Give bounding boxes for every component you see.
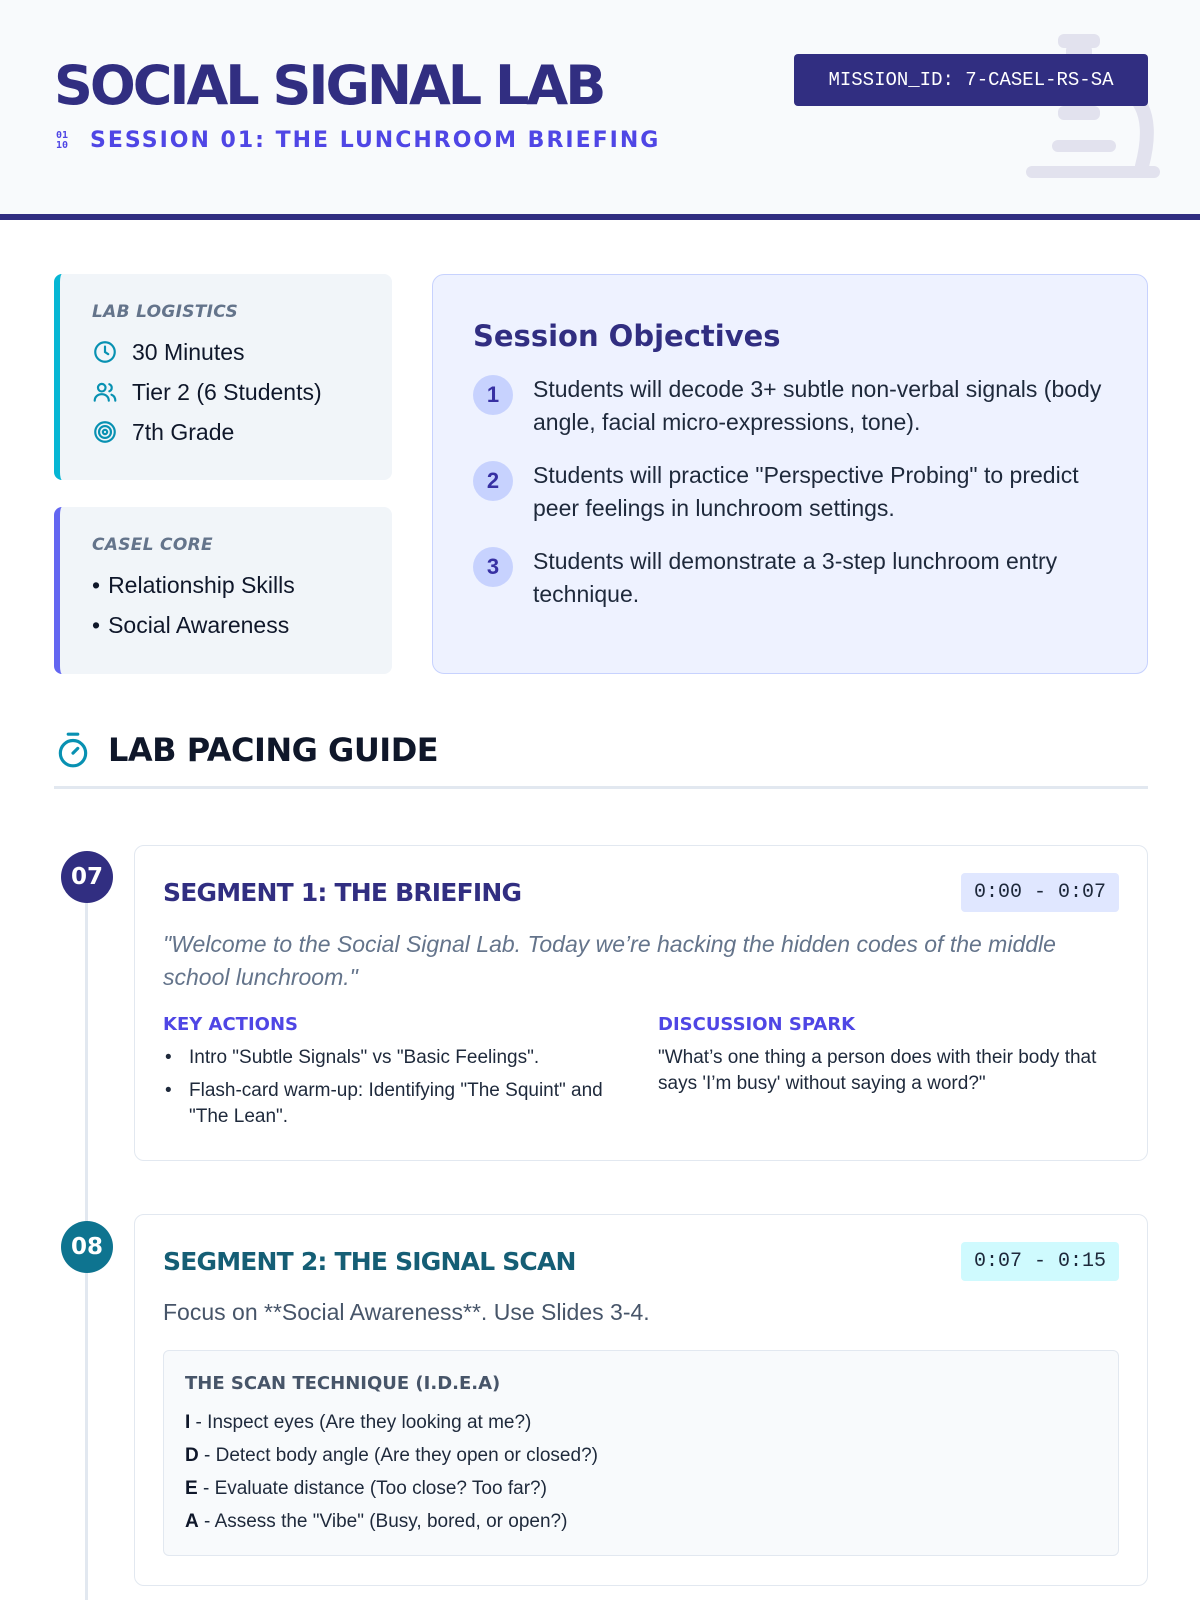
objective-text: Students will decode 3+ subtle non-verbal signals (body angle, facial micro-expressions, tone). [533,376,1102,435]
segment-card [134,1214,1148,1586]
scan-text: - Assess the "Vibe" (Busy, bored, or open?) [198,1511,568,1532]
segment-time-badge: 0:07 - 0:15 [961,1242,1119,1281]
scan-item [185,1472,1097,1505]
stopwatch-icon [54,731,92,769]
action-item: • Flash-card warm-up: Identifying "The Squint" and "The Lean". [163,1078,624,1130]
segment-columns [163,1014,1119,1137]
pacing-guide-title: LAB PACING GUIDE [108,731,439,769]
casel-core-label: CASEL CORE [92,535,213,555]
scan-technique-box [163,1350,1119,1556]
scan-text: - Detect body angle (Are they open or closed?) [198,1445,598,1466]
casel-item: • Social Awareness [92,605,360,645]
discussion-spark-column [658,1014,1119,1137]
logistics-item-text: Tier 2 (6 Students) [132,378,322,405]
segment-focus-text: Focus on **Social Awareness**. Use Slides 3-4. [163,1299,650,1325]
segment-number-badge: 08 [61,1221,113,1273]
logistics-item-group [92,372,360,412]
users-icon [92,379,118,405]
segment-card [134,845,1148,1161]
clock-icon [92,339,118,365]
logistics-item-text: 7th Grade [132,418,235,445]
objective-number: 1 [473,375,513,415]
segment-header [163,1241,1119,1281]
scan-letter: A [185,1511,199,1532]
segment-header [163,872,1119,912]
casel-item: • Relationship Skills [92,565,360,605]
objective-number: 3 [473,547,513,587]
discussion-spark-label: DISCUSSION SPARK [658,1014,856,1035]
discussion-spark-text: "What’s one thing a person does with their body that says 'I’m busy' without saying a word?" [658,1047,1097,1094]
objective-text: Students will practice "Perspective Probing" to predict peer feelings in lunchroom settings. [533,462,1079,521]
lab-logistics-label: LAB LOGISTICS [92,302,239,322]
binary-icon: 01 10 [56,129,69,151]
objectives-title: Session Objectives [473,319,781,353]
segment-quote: "Welcome to the Social Signal Lab. Today we’re hacking the hidden codes of the middle school lunchroom." [163,931,1056,990]
header [0,0,1200,220]
scan-technique-label: THE SCAN TECHNIQUE (I.D.E.A) [185,1373,501,1394]
scan-letter: D [185,1445,199,1466]
scan-item [185,1406,1097,1439]
objective-item [473,459,1107,525]
session-objectives-card [432,274,1148,674]
objective-item [473,545,1107,611]
scan-text: - Evaluate distance (Too close? Too far?) [197,1478,547,1499]
scan-letter: E [185,1478,198,1499]
segment-number-badge: 07 [61,851,113,903]
segment-title: SEGMENT 1: THE BRIEFING [163,877,522,907]
scan-letter: I [185,1412,191,1433]
scan-text: - Inspect eyes (Are they looking at me?) [190,1412,532,1433]
objective-number: 2 [473,461,513,501]
session-subtitle [56,128,660,153]
segment-title: SEGMENT 2: THE SIGNAL SCAN [163,1246,576,1276]
logistics-item-grade [92,412,360,452]
logistics-item-text: 30 Minutes [132,338,245,365]
target-icon [92,419,118,445]
casel-core-card [54,507,392,674]
logistics-item-duration [92,332,360,372]
lab-logistics-card [54,274,392,480]
scan-item [185,1505,1097,1538]
key-actions-column [163,1014,624,1137]
scan-item [185,1439,1097,1472]
objective-text: Students will demonstrate a 3-step lunchroom entry technique. [533,548,1058,607]
pacing-guide-heading [54,725,1148,789]
session-subtitle-text: SESSION 01: THE LUNCHROOM BRIEFING [90,128,661,153]
page-title: SOCIAL SIGNAL LAB [54,54,604,117]
segment-time-badge: 0:00 - 0:07 [961,873,1119,912]
objective-item [473,373,1107,439]
action-item: • Intro "Subtle Signals" vs "Basic Feelings". [163,1045,624,1071]
mission-id-badge: MISSION_ID: 7-CASEL-RS-SA [794,54,1148,106]
key-actions-label: KEY ACTIONS [163,1014,298,1035]
